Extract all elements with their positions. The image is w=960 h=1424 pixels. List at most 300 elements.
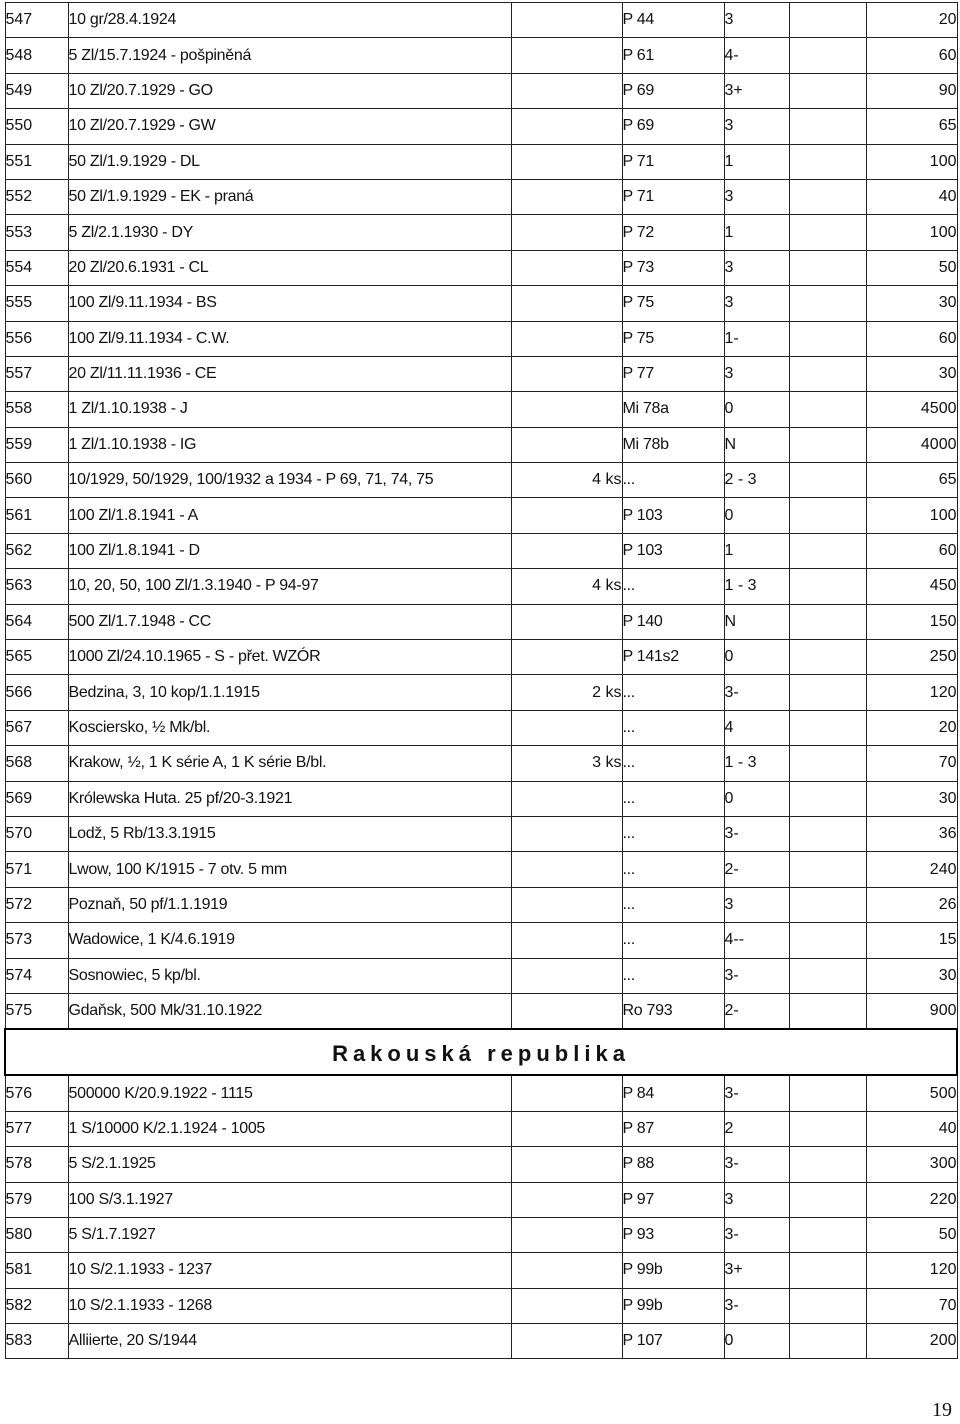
price: 120 (866, 1253, 957, 1288)
item-quantity (511, 1075, 622, 1111)
blank-cell (789, 3, 866, 38)
item-description: Poznaň, 50 pf/1.1.1919 (68, 887, 511, 922)
item-quantity (511, 923, 622, 958)
condition-grade: 3- (724, 1217, 789, 1252)
table-row (5, 569, 957, 604)
lot-number: 561 (5, 498, 68, 533)
blank-cell (789, 179, 866, 214)
price: 250 (866, 640, 957, 675)
price: 36 (866, 816, 957, 851)
lot-number: 577 (5, 1111, 68, 1146)
lot-number: 558 (5, 392, 68, 427)
blank-cell (789, 250, 866, 285)
blank-cell (789, 993, 866, 1029)
catalog-reference: P 71 (622, 144, 724, 179)
condition-grade: 3 (724, 250, 789, 285)
item-quantity (511, 781, 622, 816)
condition-grade: 2- (724, 993, 789, 1029)
item-quantity (511, 427, 622, 462)
blank-cell (789, 604, 866, 639)
blank-cell (789, 958, 866, 993)
table-row (5, 533, 957, 568)
lot-number: 569 (5, 781, 68, 816)
condition-grade: 3 (724, 3, 789, 38)
lot-number: 572 (5, 887, 68, 922)
lot-number: 580 (5, 1217, 68, 1252)
page-number: 19 (932, 1399, 952, 1421)
catalog-reference: P 73 (622, 250, 724, 285)
blank-cell (789, 640, 866, 675)
blank-cell (789, 1111, 866, 1146)
item-quantity (511, 3, 622, 38)
blank-cell (789, 321, 866, 356)
price: 100 (866, 498, 957, 533)
item-description: 50 Zl/1.9.1929 - EK - praná (68, 179, 511, 214)
price: 70 (866, 746, 957, 781)
catalog-reference: P 72 (622, 215, 724, 250)
item-description: Sosnowiec, 5 kp/bl. (68, 958, 511, 993)
catalog-reference: ... (622, 710, 724, 745)
lot-number: 554 (5, 250, 68, 285)
condition-grade: 3+ (724, 1253, 789, 1288)
item-description: Krakow, ½, 1 K série A, 1 K série B/bl. (68, 746, 511, 781)
item-description: 5 S/2.1.1925 (68, 1147, 511, 1182)
condition-grade: 1 (724, 215, 789, 250)
price: 30 (866, 356, 957, 391)
item-description: 10 S/2.1.1933 - 1268 (68, 1288, 511, 1323)
table-row (5, 1111, 957, 1146)
catalog-reference: P 88 (622, 1147, 724, 1182)
lot-number: 567 (5, 710, 68, 745)
item-quantity (511, 533, 622, 568)
blank-cell (789, 746, 866, 781)
blank-cell (789, 1182, 866, 1217)
price: 450 (866, 569, 957, 604)
condition-grade: 0 (724, 392, 789, 427)
lot-number: 552 (5, 179, 68, 214)
lot-number: 570 (5, 816, 68, 851)
table-row (5, 215, 957, 250)
catalog-reference: ... (622, 781, 724, 816)
catalog-reference: Mi 78a (622, 392, 724, 427)
price: 50 (866, 250, 957, 285)
lot-number: 574 (5, 958, 68, 993)
catalog-reference: ... (622, 569, 724, 604)
price: 40 (866, 179, 957, 214)
item-description: 100 Zl/1.8.1941 - D (68, 533, 511, 568)
catalog-reference: P 87 (622, 1111, 724, 1146)
condition-grade: 3- (724, 1075, 789, 1111)
catalog-reference: Ro 793 (622, 993, 724, 1029)
condition-grade: 1 - 3 (724, 746, 789, 781)
item-description: Gdaňsk, 500 Mk/31.10.1922 (68, 993, 511, 1029)
lot-number: 553 (5, 215, 68, 250)
catalog-reference: P 140 (622, 604, 724, 639)
catalog-reference: P 103 (622, 498, 724, 533)
lot-number: 578 (5, 1147, 68, 1182)
item-quantity (511, 640, 622, 675)
catalog-reference: P 93 (622, 1217, 724, 1252)
item-description: 1000 Zl/24.10.1965 - S - přet. WZÓR (68, 640, 511, 675)
table-row (5, 923, 957, 958)
condition-grade: 3- (724, 958, 789, 993)
price: 50 (866, 1217, 957, 1252)
price: 4000 (866, 427, 957, 462)
catalog-reference: P 103 (622, 533, 724, 568)
lot-number: 547 (5, 3, 68, 38)
lot-number: 564 (5, 604, 68, 639)
item-quantity (511, 38, 622, 73)
condition-grade: 4- (724, 38, 789, 73)
table-body-austrian (5, 1075, 957, 1359)
condition-grade: 0 (724, 640, 789, 675)
catalog-reference: ... (622, 923, 724, 958)
item-description: Królewska Huta. 25 pf/20-3.1921 (68, 781, 511, 816)
price: 220 (866, 1182, 957, 1217)
section-header-body (5, 1029, 957, 1075)
blank-cell (789, 392, 866, 427)
lot-number: 565 (5, 640, 68, 675)
condition-grade: 3- (724, 1288, 789, 1323)
condition-grade: 2 - 3 (724, 463, 789, 498)
item-quantity (511, 710, 622, 745)
item-description: Bedzina, 3, 10 kop/1.1.1915 (68, 675, 511, 710)
price: 40 (866, 1111, 957, 1146)
lot-number: 550 (5, 109, 68, 144)
price: 26 (866, 887, 957, 922)
condition-grade: 1- (724, 321, 789, 356)
blank-cell (789, 887, 866, 922)
item-quantity (511, 286, 622, 321)
lot-number: 575 (5, 993, 68, 1029)
item-quantity: 4 ks (511, 463, 622, 498)
lot-number: 556 (5, 321, 68, 356)
table-row (5, 1288, 957, 1323)
catalog-reference: P 71 (622, 179, 724, 214)
price: 100 (866, 144, 957, 179)
item-description: 1 Zl/1.10.1938 - J (68, 392, 511, 427)
price: 30 (866, 286, 957, 321)
table-row (5, 816, 957, 851)
condition-grade: 1 - 3 (724, 569, 789, 604)
blank-cell (789, 923, 866, 958)
condition-grade: N (724, 427, 789, 462)
price: 30 (866, 781, 957, 816)
item-quantity: 3 ks (511, 746, 622, 781)
item-quantity (511, 887, 622, 922)
item-description: 50 Zl/1.9.1929 - DL (68, 144, 511, 179)
table-row (5, 993, 957, 1029)
lot-number: 559 (5, 427, 68, 462)
lot-number: 582 (5, 1288, 68, 1323)
item-quantity (511, 852, 622, 887)
item-description: 500000 K/20.9.1922 - 1115 (68, 1075, 511, 1111)
catalog-reference: P 99b (622, 1253, 724, 1288)
condition-grade: 3 (724, 356, 789, 391)
blank-cell (789, 1324, 866, 1359)
lot-number: 551 (5, 144, 68, 179)
table-row (5, 498, 957, 533)
item-quantity (511, 1253, 622, 1288)
condition-grade: 3- (724, 816, 789, 851)
condition-grade: 3+ (724, 73, 789, 108)
condition-grade: 2- (724, 852, 789, 887)
blank-cell (789, 781, 866, 816)
condition-grade: 3 (724, 887, 789, 922)
blank-cell (789, 1217, 866, 1252)
lot-number: 583 (5, 1324, 68, 1359)
catalog-reference: ... (622, 887, 724, 922)
item-quantity (511, 179, 622, 214)
item-description: Wadowice, 1 K/4.6.1919 (68, 923, 511, 958)
item-description: 100 S/3.1.1927 (68, 1182, 511, 1217)
item-quantity (511, 1147, 622, 1182)
price: 500 (866, 1075, 957, 1111)
condition-grade: 2 (724, 1111, 789, 1146)
table-row (5, 109, 957, 144)
lot-number: 555 (5, 286, 68, 321)
price: 30 (866, 958, 957, 993)
blank-cell (789, 533, 866, 568)
price: 60 (866, 38, 957, 73)
table-row (5, 1253, 957, 1288)
item-description: 10/1929, 50/1929, 100/1932 a 1934 - P 69, 71, 74, 75 (68, 463, 511, 498)
table-row (5, 710, 957, 745)
table-row (5, 604, 957, 639)
price: 60 (866, 321, 957, 356)
item-quantity (511, 321, 622, 356)
item-quantity: 4 ks (511, 569, 622, 604)
table-row (5, 1182, 957, 1217)
blank-cell (789, 498, 866, 533)
condition-grade: 0 (724, 781, 789, 816)
price: 65 (866, 463, 957, 498)
table-row (5, 463, 957, 498)
table-row (5, 38, 957, 73)
lot-number: 557 (5, 356, 68, 391)
blank-cell (789, 427, 866, 462)
table-row (5, 675, 957, 710)
lot-number: 573 (5, 923, 68, 958)
blank-cell (789, 38, 866, 73)
price: 200 (866, 1324, 957, 1359)
lot-number: 562 (5, 533, 68, 568)
catalog-reference: P 69 (622, 73, 724, 108)
lot-number: 581 (5, 1253, 68, 1288)
item-description: 500 Zl/1.7.1948 - CC (68, 604, 511, 639)
table-row (5, 852, 957, 887)
condition-grade: 3 (724, 286, 789, 321)
item-description: Lodž, 5 Rb/13.3.1915 (68, 816, 511, 851)
table-row (5, 392, 957, 427)
table-row (5, 3, 957, 38)
catalog-reference: ... (622, 852, 724, 887)
table-row (5, 640, 957, 675)
item-description: 10 Zl/20.7.1929 - GO (68, 73, 511, 108)
item-quantity (511, 816, 622, 851)
table-row (5, 321, 957, 356)
catalog-reference: P 107 (622, 1324, 724, 1359)
price: 240 (866, 852, 957, 887)
price: 60 (866, 533, 957, 568)
item-quantity (511, 392, 622, 427)
item-quantity (511, 109, 622, 144)
item-description: 5 S/1.7.1927 (68, 1217, 511, 1252)
catalog-reference: P 141s2 (622, 640, 724, 675)
lot-number: 548 (5, 38, 68, 73)
price: 900 (866, 993, 957, 1029)
price: 300 (866, 1147, 957, 1182)
table-row (5, 1075, 957, 1111)
item-quantity (511, 1288, 622, 1323)
section-header-row (5, 1029, 957, 1075)
condition-grade: 3 (724, 1182, 789, 1217)
table-row (5, 781, 957, 816)
blank-cell (789, 109, 866, 144)
condition-grade: 4 (724, 710, 789, 745)
table-row (5, 144, 957, 179)
price: 150 (866, 604, 957, 639)
catalog-reference: ... (622, 746, 724, 781)
catalog-reference: P 69 (622, 109, 724, 144)
blank-cell (789, 1147, 866, 1182)
price: 70 (866, 1288, 957, 1323)
blank-cell (789, 816, 866, 851)
item-description: 5 Zl/2.1.1930 - DY (68, 215, 511, 250)
condition-grade: 0 (724, 498, 789, 533)
table-row (5, 1217, 957, 1252)
item-description: 5 Zl/15.7.1924 - pošpiněná (68, 38, 511, 73)
item-description: 10 S/2.1.1933 - 1237 (68, 1253, 511, 1288)
price: 100 (866, 215, 957, 250)
price: 20 (866, 710, 957, 745)
condition-grade: 1 (724, 533, 789, 568)
lot-number: 560 (5, 463, 68, 498)
item-quantity (511, 1324, 622, 1359)
condition-grade: 3 (724, 109, 789, 144)
catalog-reference: Mi 78b (622, 427, 724, 462)
blank-cell (789, 1288, 866, 1323)
condition-grade: 0 (724, 1324, 789, 1359)
table-row (5, 356, 957, 391)
lot-number: 568 (5, 746, 68, 781)
catalog-table (4, 2, 958, 1359)
table-row (5, 179, 957, 214)
price: 4500 (866, 392, 957, 427)
item-quantity (511, 604, 622, 639)
catalog-reference: P 75 (622, 286, 724, 321)
lot-number: 563 (5, 569, 68, 604)
blank-cell (789, 463, 866, 498)
blank-cell (789, 569, 866, 604)
price: 120 (866, 675, 957, 710)
item-quantity (511, 993, 622, 1029)
item-quantity (511, 958, 622, 993)
condition-grade: 4-- (724, 923, 789, 958)
catalog-reference: ... (622, 463, 724, 498)
blank-cell (789, 710, 866, 745)
condition-grade: 1 (724, 144, 789, 179)
table-row (5, 746, 957, 781)
price: 65 (866, 109, 957, 144)
table-row (5, 73, 957, 108)
item-quantity (511, 250, 622, 285)
item-quantity (511, 1182, 622, 1217)
item-description: 100 Zl/9.11.1934 - C.W. (68, 321, 511, 356)
item-description: Alliierte, 20 S/1944 (68, 1324, 511, 1359)
item-quantity (511, 73, 622, 108)
blank-cell (789, 144, 866, 179)
blank-cell (789, 852, 866, 887)
blank-cell (789, 356, 866, 391)
item-quantity (511, 215, 622, 250)
lot-number: 579 (5, 1182, 68, 1217)
item-description: 20 Zl/20.6.1931 - CL (68, 250, 511, 285)
table-row (5, 887, 957, 922)
table-row (5, 286, 957, 321)
catalog-reference: ... (622, 675, 724, 710)
item-description: Kosciersko, ½ Mk/bl. (68, 710, 511, 745)
table-row (5, 250, 957, 285)
item-quantity (511, 498, 622, 533)
blank-cell (789, 1075, 866, 1111)
lot-number: 549 (5, 73, 68, 108)
price: 20 (866, 3, 957, 38)
item-description: Lwow, 100 K/1915 - 7 otv. 5 mm (68, 852, 511, 887)
catalog-reference: P 75 (622, 321, 724, 356)
item-description: 100 Zl/1.8.1941 - A (68, 498, 511, 533)
item-quantity: 2 ks (511, 675, 622, 710)
item-description: 1 Zl/1.10.1938 - IG (68, 427, 511, 462)
price: 90 (866, 73, 957, 108)
lot-number: 576 (5, 1075, 68, 1111)
catalog-reference: P 61 (622, 38, 724, 73)
lot-number: 566 (5, 675, 68, 710)
item-description: 10, 20, 50, 100 Zl/1.3.1940 - P 94-97 (68, 569, 511, 604)
item-quantity (511, 356, 622, 391)
catalog-reference: ... (622, 958, 724, 993)
condition-grade: 3 (724, 179, 789, 214)
item-description: 20 Zl/11.11.1936 - CE (68, 356, 511, 391)
item-quantity (511, 1217, 622, 1252)
catalog-reference: P 77 (622, 356, 724, 391)
table-row (5, 427, 957, 462)
blank-cell (789, 675, 866, 710)
catalog-reference: ... (622, 816, 724, 851)
lot-number: 571 (5, 852, 68, 887)
blank-cell (789, 215, 866, 250)
catalog-reference: P 97 (622, 1182, 724, 1217)
catalog-reference: P 99b (622, 1288, 724, 1323)
item-quantity (511, 144, 622, 179)
item-description: 10 gr/28.4.1924 (68, 3, 511, 38)
item-description: 10 Zl/20.7.1929 - GW (68, 109, 511, 144)
condition-grade: 3- (724, 1147, 789, 1182)
section-title: Rakouská republika (5, 1029, 957, 1075)
blank-cell (789, 286, 866, 321)
condition-grade: 3- (724, 675, 789, 710)
table-row (5, 958, 957, 993)
price: 15 (866, 923, 957, 958)
item-description: 1 S/10000 K/2.1.1924 - 1005 (68, 1111, 511, 1146)
item-quantity (511, 1111, 622, 1146)
blank-cell (789, 73, 866, 108)
catalog-reference: P 84 (622, 1075, 724, 1111)
table-row (5, 1324, 957, 1359)
catalog-reference: P 44 (622, 3, 724, 38)
table-body-polish (5, 3, 957, 1030)
table-row (5, 1147, 957, 1182)
